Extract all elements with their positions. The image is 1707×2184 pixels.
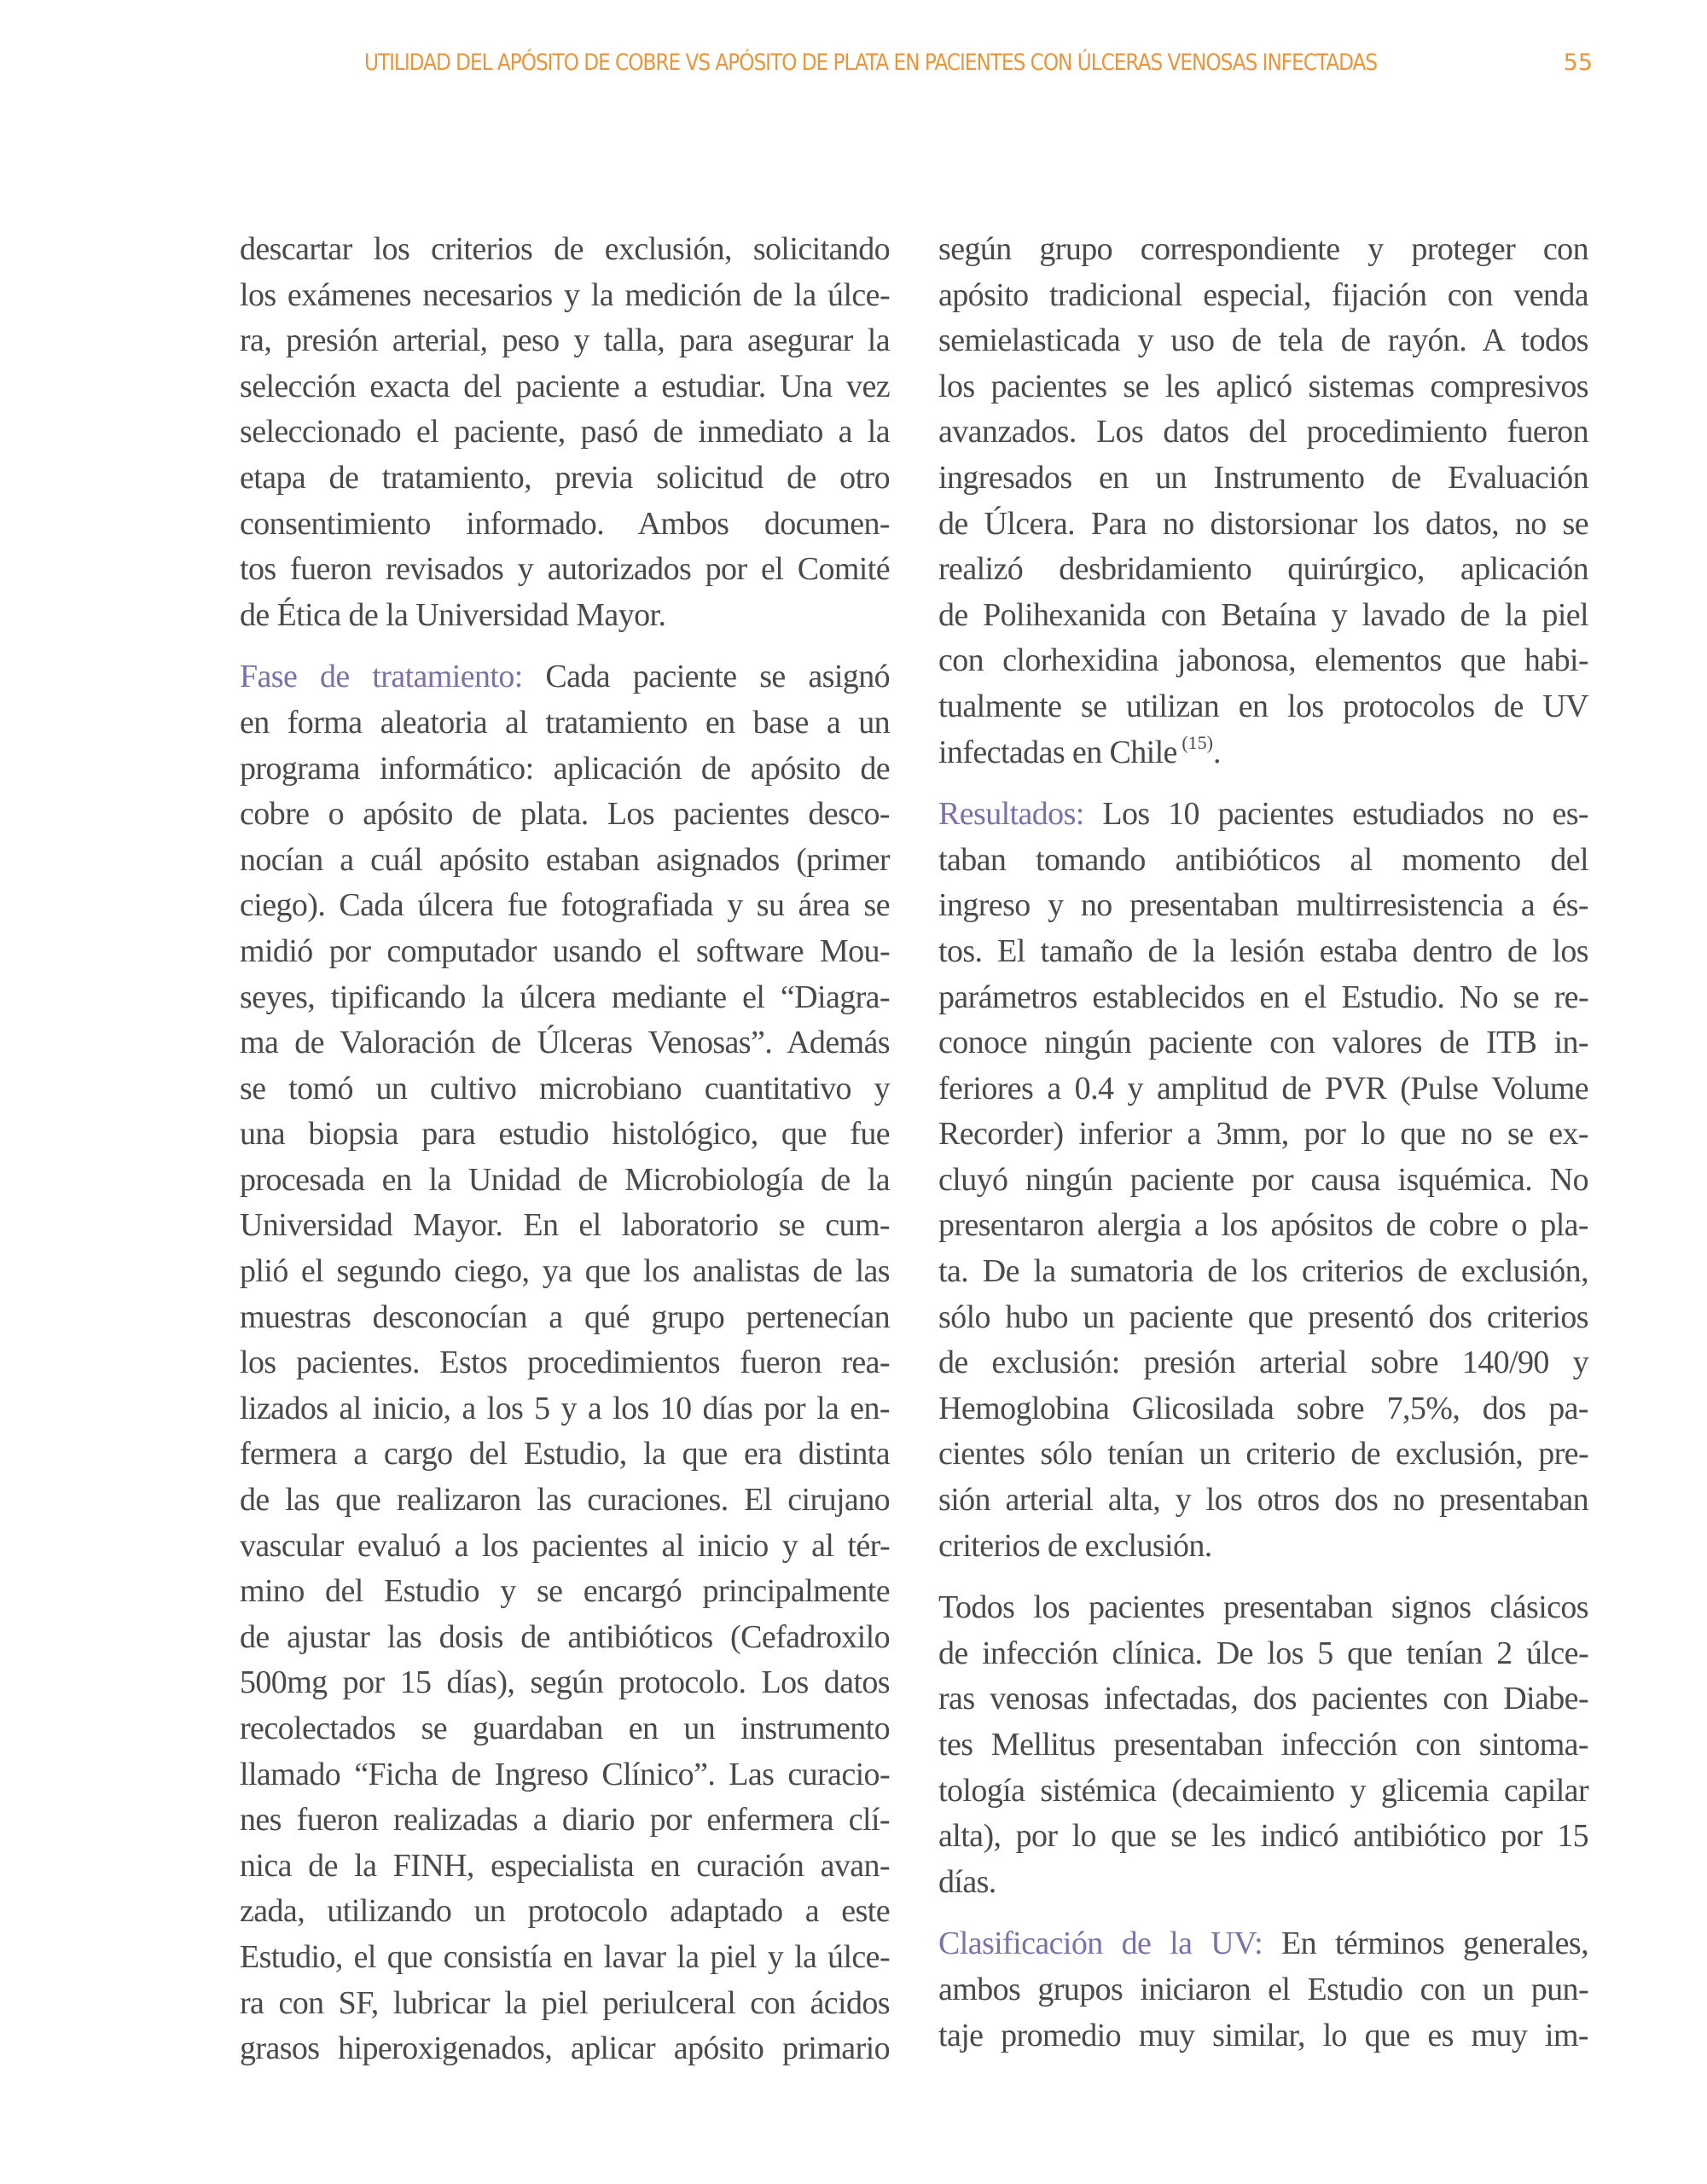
paragraph: [938, 1585, 1588, 1905]
running-title: UTILIDAD DEL APÓSITO DE COBRE VS APÓSITO DE PLATA EN PACIENTES CON ÚLCERAS VENOSAS INFECTADAS: [364, 49, 1378, 76]
section-heading: Fase de tratamiento:: [240, 659, 523, 695]
line-text: mino del Estudio y se encargó principalmente: [240, 1573, 890, 1610]
text-line: [938, 1860, 1588, 1906]
text-line: [240, 654, 890, 700]
line-text: sión arterial alta, y los otros dos no presentaban: [938, 1482, 1588, 1519]
text-line: [938, 1295, 1588, 1341]
line-text: programa informático: aplicación de apósito de: [240, 750, 890, 787]
text-line: [240, 1432, 890, 1478]
line-text: nica de la FINH, especialista en curación avan-: [240, 1847, 890, 1884]
text-line: [240, 1295, 890, 1341]
line-text: taje promedio muy similar, lo que es muy im-: [938, 2017, 1588, 2053]
text-line: [938, 593, 1588, 639]
line-text: lizados al inicio, a los 5 y a los 10 días por la en-: [240, 1390, 890, 1426]
line-text: de infección clínica. De los 5 que tenían 2 úlce-: [938, 1635, 1588, 1671]
text-line: [240, 2026, 890, 2072]
line-text: consentimiento informado. Ambos documen-: [240, 505, 890, 542]
text-line: [240, 1706, 890, 1752]
text-line: [938, 273, 1588, 319]
line-text: se tomó un cultivo microbiano cuantitativo y: [240, 1070, 890, 1107]
line-text: ciego). Cada úlcera fue fotografiada y su área se: [240, 887, 890, 924]
paragraph: [938, 227, 1588, 775]
line-text: apósito tradicional especial, fijación con venda: [938, 276, 1588, 313]
text-line: [240, 502, 890, 548]
line-text: ra, presión arterial, peso y talla, para asegurar la: [240, 322, 890, 359]
text-line: [938, 502, 1588, 548]
text-line: [240, 1889, 890, 1935]
line-text: muestras desconocían a qué grupo pertenecían: [240, 1298, 890, 1335]
paragraph: [240, 227, 890, 638]
text-line: [240, 1340, 890, 1386]
text-line: [240, 456, 890, 502]
text-line: [938, 1203, 1588, 1249]
section-heading: Resultados:: [938, 796, 1084, 833]
line-text: de Ética de la Universidad Mayor.: [240, 596, 666, 633]
text-line: [240, 1798, 890, 1844]
line-text: etapa de tratamiento, previa solicitud de otro: [240, 459, 890, 496]
text-line: [240, 1249, 890, 1295]
line-text: parámetros establecidos en el Estudio. No se re-: [938, 979, 1588, 1015]
line-text: de las que realizaron las curaciones. El cirujano: [240, 1482, 890, 1519]
line-text: en forma aleatoria al tratamiento en base a un: [240, 704, 890, 741]
line-text: tos fueron revisados y autorizados por el Comité: [240, 551, 890, 588]
line-text: llamado “Ficha de Ingreso Clínico”. Las curacio-: [240, 1756, 890, 1792]
left-text-column: [240, 227, 890, 2088]
text-line: [240, 1203, 890, 1249]
text-line: [240, 975, 890, 1021]
line-text: grasos hiperoxigenados, aplicar apósito primario: [240, 2030, 890, 2067]
text-line: [240, 929, 890, 975]
line-text: días.: [938, 1863, 996, 1900]
text-line: [240, 883, 890, 929]
line-text: de Úlcera. Para no distorsionar los datos, no se: [938, 505, 1588, 542]
text-line: [240, 1524, 890, 1570]
line-text: de exclusión: presión arterial sobre 140/90 y: [938, 1345, 1588, 1381]
text-line: [240, 700, 890, 746]
line-text: Hemoglobina Glicosilada sobre 7,5%, dos pa-: [938, 1390, 1588, 1426]
text-line: [240, 746, 890, 793]
line-text: nes fueron realizadas a diario por enfermera clí-: [240, 1802, 890, 1838]
line-text: tes Mellitus presentaban infección con sintoma-: [938, 1727, 1588, 1763]
line-text: ingreso y no presentaban multirresistencia a és-: [938, 887, 1588, 924]
line-text: Cada paciente se asignó: [522, 659, 890, 695]
line-text: feriores a 0.4 y amplitud de PVR (Pulse Volume: [938, 1070, 1588, 1107]
line-text: criterios de exclusión.: [938, 1527, 1212, 1564]
line-text: nocían a cuál apósito estaban asignados (primer: [240, 841, 890, 878]
text-line: [938, 975, 1588, 1021]
text-line: [938, 929, 1588, 975]
line-text: ta. De la sumatoria de los criterios de exclusión,: [938, 1253, 1588, 1290]
text-line: [938, 1249, 1588, 1295]
text-line: [240, 1569, 890, 1615]
text-line: [240, 792, 890, 838]
line-text: ra con SF, lubricar la piel periulceral con ácidos: [240, 1984, 890, 2021]
line-text: ma de Valoración de Úlceras Venosas”. Además: [240, 1025, 890, 1061]
text-line: [240, 593, 890, 639]
line-text: infectadas en Chile: [938, 734, 1177, 770]
text-line: [938, 227, 1588, 273]
text-line: [240, 1158, 890, 1204]
line-text: avanzados. Los datos del procedimiento fueron: [938, 414, 1588, 450]
line-text: cientes sólo tenían un criterio de exclusión, pre-: [938, 1436, 1588, 1472]
text-line: [938, 838, 1588, 884]
line-text: seyes, tipificando la úlcera mediante el “Diagra-: [240, 979, 890, 1015]
line-text: sólo hubo un paciente que presentó dos criterios: [938, 1298, 1588, 1335]
line-text: conoce ningún paciente con valores de ITB in-: [938, 1025, 1588, 1061]
line-text: los pacientes se les aplicó sistemas compresivos: [938, 368, 1588, 404]
text-line: [240, 1112, 890, 1158]
line-text: seleccionado el paciente, pasó de inmediato a la: [240, 414, 890, 450]
text-line: [938, 1676, 1588, 1722]
text-line: [938, 1432, 1588, 1478]
line-text: zada, utilizando un protocolo adaptado a este: [240, 1893, 890, 1930]
page-header: [364, 49, 1593, 78]
line-text: ras venosas infectadas, dos pacientes con Diabe-: [938, 1681, 1588, 1717]
text-line: [240, 1752, 890, 1798]
text-line: [938, 1921, 1588, 1967]
text-line: [938, 1340, 1588, 1386]
text-line: [938, 1967, 1588, 2013]
text-line: [240, 1981, 890, 2027]
line-text: taban tomando antibióticos al momento del: [938, 841, 1588, 878]
line-text: plió el segundo ciego, ya que los analistas de las: [240, 1253, 890, 1290]
line-text: Recorder) inferior a 3mm, por lo que no se ex-: [938, 1116, 1588, 1153]
line-text: con clorhexidina jabonosa, elementos que habi-: [938, 642, 1588, 679]
text-line: [938, 410, 1588, 456]
text-line: [240, 410, 890, 456]
text-line: [240, 227, 890, 273]
text-line: [938, 1386, 1588, 1432]
line-text: ingresados en un Instrumento de Evaluación: [938, 459, 1588, 496]
text-line: [240, 838, 890, 884]
page-number: 55: [1563, 49, 1593, 76]
text-line: [240, 1844, 890, 1890]
text-line: [938, 883, 1588, 929]
line-text: presentaron alergia a los apósitos de cobre o pla-: [938, 1207, 1588, 1244]
text-line: [240, 318, 890, 364]
text-line: [938, 1478, 1588, 1524]
text-line: [938, 2013, 1588, 2059]
section-heading: Clasificación de la UV:: [938, 1926, 1263, 1962]
line-text: semielasticada y uso de tela de rayón. A todos: [938, 322, 1588, 359]
text-line: [240, 1020, 890, 1066]
text-line: [240, 1066, 890, 1112]
text-line: [938, 684, 1588, 730]
text-line: [938, 1158, 1588, 1204]
end-punctuation: .: [1212, 734, 1222, 770]
text-line: [938, 1585, 1588, 1631]
line-text: vascular evaluó a los pacientes al inicio y al tér-: [240, 1527, 890, 1564]
text-line: [938, 1066, 1588, 1112]
text-line: [240, 1386, 890, 1432]
line-text: Universidad Mayor. En el laboratorio se cum-: [240, 1207, 890, 1244]
text-line: [240, 1660, 890, 1706]
text-line: [240, 1615, 890, 1661]
line-text: cluyó ningún paciente por causa isquémica. No: [938, 1161, 1588, 1198]
line-text: de Polihexanida con Betaína y lavado de la piel: [938, 596, 1588, 633]
line-text: midió por computador usando el software Mou-: [240, 932, 890, 969]
text-line: [938, 456, 1588, 502]
text-line: [938, 318, 1588, 364]
line-text: En términos generales,: [1263, 1926, 1588, 1962]
line-text: los exámenes necesarios y la medición de la úlce-: [240, 276, 890, 313]
text-line: [938, 1112, 1588, 1158]
text-line: [938, 638, 1588, 684]
paragraph: [938, 792, 1588, 1569]
line-text: tos. El tamaño de la lesión estaba dentro de los: [938, 932, 1588, 969]
text-line: [938, 1814, 1588, 1860]
line-text: recolectados se guardaban en un instrumento: [240, 1711, 890, 1746]
paragraph: [938, 1921, 1588, 2059]
line-text: cobre o apósito de plata. Los pacientes desco-: [240, 796, 890, 833]
line-text: tología sistémica (decaimiento y glicemia capilar: [938, 1772, 1588, 1809]
text-line: [240, 364, 890, 410]
text-line: [938, 364, 1588, 410]
line-text: descartar los criterios de exclusión, solicitando: [240, 231, 890, 267]
paragraph: [240, 654, 890, 2071]
line-text: una biopsia para estudio histológico, que fue: [240, 1116, 890, 1153]
line-text: realizó desbridamiento quirúrgico, aplicación: [938, 551, 1588, 588]
text-line: [938, 1769, 1588, 1815]
text-line: [938, 1524, 1588, 1570]
line-text: Todos los pacientes presentaban signos clásicos: [938, 1589, 1588, 1626]
text-line: [938, 1722, 1588, 1769]
text-line: [240, 547, 890, 593]
line-text: Los 10 pacientes estudiados no es-: [1083, 796, 1588, 833]
line-text: selección exacta del paciente a estudiar. Una vez: [240, 368, 890, 404]
text-line: [240, 1478, 890, 1524]
line-text: ambos grupos iniciaron el Estudio con un pun-: [938, 1971, 1588, 2007]
line-text: según grupo correspondiente y proteger con: [938, 231, 1588, 267]
text-line: [938, 792, 1588, 838]
text-line: [240, 273, 890, 319]
line-text: de ajustar las dosis de antibióticos (Cefadroxilo: [240, 1618, 890, 1655]
text-line: [938, 547, 1588, 593]
text-line: [938, 1020, 1588, 1066]
line-text: procesada en la Unidad de Microbiología de la: [240, 1161, 890, 1198]
citation-reference: (15): [1176, 731, 1213, 753]
line-text: los pacientes. Estos procedimientos fueron rea-: [240, 1345, 890, 1381]
line-text: fermera a cargo del Estudio, la que era distinta: [240, 1436, 890, 1472]
text-line: [938, 730, 1588, 776]
text-line: [938, 1631, 1588, 1677]
line-text: alta), por lo que se les indicó antibiótico por 15: [938, 1818, 1588, 1855]
right-text-column: [938, 227, 1588, 2075]
line-text: tualmente se utilizan en los protocolos de UV: [938, 688, 1588, 724]
line-text: Estudio, el que consistía en lavar la piel y la úlce-: [240, 1938, 890, 1975]
line-text: 500mg por 15 días), según protocolo. Los datos: [240, 1664, 890, 1701]
text-line: [240, 1935, 890, 1981]
